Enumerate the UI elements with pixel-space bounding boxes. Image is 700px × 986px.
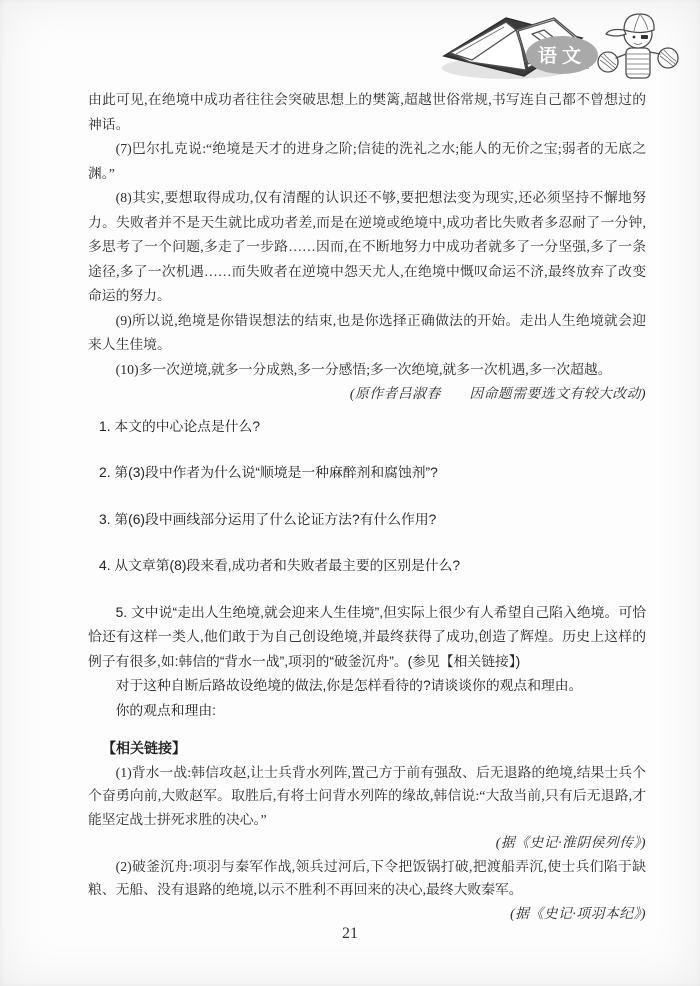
header-illustration bbox=[436, 4, 688, 88]
article-body bbox=[88, 88, 646, 407]
related-link-item: (2)破釜沉舟:项羽与秦军作战,领兵过河后,下令把饭锅打破,把渡船弄沉,使士兵们陷于缺粮、无船、没有退路的绝境,以示不胜利不再回来的决心,最终大败秦军。 bbox=[88, 858, 646, 897]
question-list bbox=[88, 415, 646, 724]
related-link-source: (据《史记·项羽本纪》) bbox=[510, 905, 646, 921]
related-link-item: (1)背水一战:韩信攻赵,让士兵背水列阵,置己方于前有强敌、后无退路的绝境,结果士兵个个奋勇向前,大败赵军。取胜后,有将士问背水列阵的缘故,韩信说:“大敌当前,只有后无退路,才能坚定战士拼死求胜的决心。” bbox=[88, 764, 646, 827]
question-5: 5. 文中说“走出人生绝境,就会迎来人生佳境”,但实际上很少有人希望自己陷入绝境。可恰恰还有这样一类人,他们敢于为自己创设绝境,并最终获得了成功,创造了辉煌。历史上这样的例子有很多,如:韩信的“背水一战”,项羽的“破釜沉舟”。(参见【相关链接】) bbox=[88, 604, 646, 669]
article-paragraph: (10)多一次逆境,就多一分成熟,多一分感悟;多一次绝境,就多一次机遇,多一次超越。 bbox=[115, 361, 612, 377]
subject-badge-label: 语文 bbox=[537, 46, 587, 67]
related-links-section bbox=[88, 737, 646, 925]
question-2: 2. 第(3)段中作者为什么说“顺境是一种麻醉剂和腐蚀剂”? bbox=[99, 465, 438, 480]
article-attribution: (原作者吕淑春 因命题需要选文有较大改动) bbox=[349, 386, 646, 401]
question-5-followup: 对于这种自断后路故设绝境的做法,你是怎样看待的?请谈谈你的观点和理由。 bbox=[115, 678, 583, 693]
subject-badge bbox=[526, 36, 598, 74]
article-paragraph: (9)所以说,绝境是你错误想法的结束,也是你选择正确做法的开始。走出人生绝境就会迎来人生佳境。 bbox=[88, 312, 646, 352]
page-content bbox=[88, 88, 646, 925]
question-1: 1. 本文的中心论点是什么? bbox=[99, 418, 261, 434]
question-3: 3. 第(6)段中画线部分运用了什么论证方法?有什么作用? bbox=[99, 511, 437, 527]
question-4: 4. 从文章第(8)段来看,成功者和失败者最主要的区别是什么? bbox=[99, 558, 461, 573]
article-paragraph: 由此可见,在绝境中成功者往往会突破思想上的樊篱,超越世俗常规,书写连自己都不曾想过的神话。 bbox=[88, 92, 646, 132]
book-pen-boy-illustration bbox=[436, 4, 688, 88]
cartoon-boy-icon bbox=[598, 14, 678, 78]
article-paragraph: (7)巴尔扎克说:“绝境是天才的进身之阶;信徒的洗礼之水;能人的无价之宝;弱者的无底之渊。” bbox=[88, 141, 646, 181]
question-5-answer-prompt: 你的观点和理由: bbox=[115, 702, 217, 718]
article-paragraph: (8)其实,要想取得成功,仅有清醒的认识还不够,要把想法变为现实,还必须坚持不懈地努力。失败者并不是天生就比成功者差,而是在逆境或绝境中,成功者比失败者多忍耐了一分钟,多思考了一个问题,多走了一步路……因而,在不断地努力中成功者就多了一分坚强,多了一条途径,多了一次机遇……而失败者在逆境中怨天尤人,在绝境中慨叹命运不济,最终放弃了改变命运的努力。 bbox=[88, 190, 646, 303]
page-number: 21 bbox=[342, 925, 358, 942]
related-links-heading: 【相关链接】 bbox=[102, 740, 186, 756]
related-link-source: (据《史记·淮阴侯列传》) bbox=[495, 835, 646, 850]
